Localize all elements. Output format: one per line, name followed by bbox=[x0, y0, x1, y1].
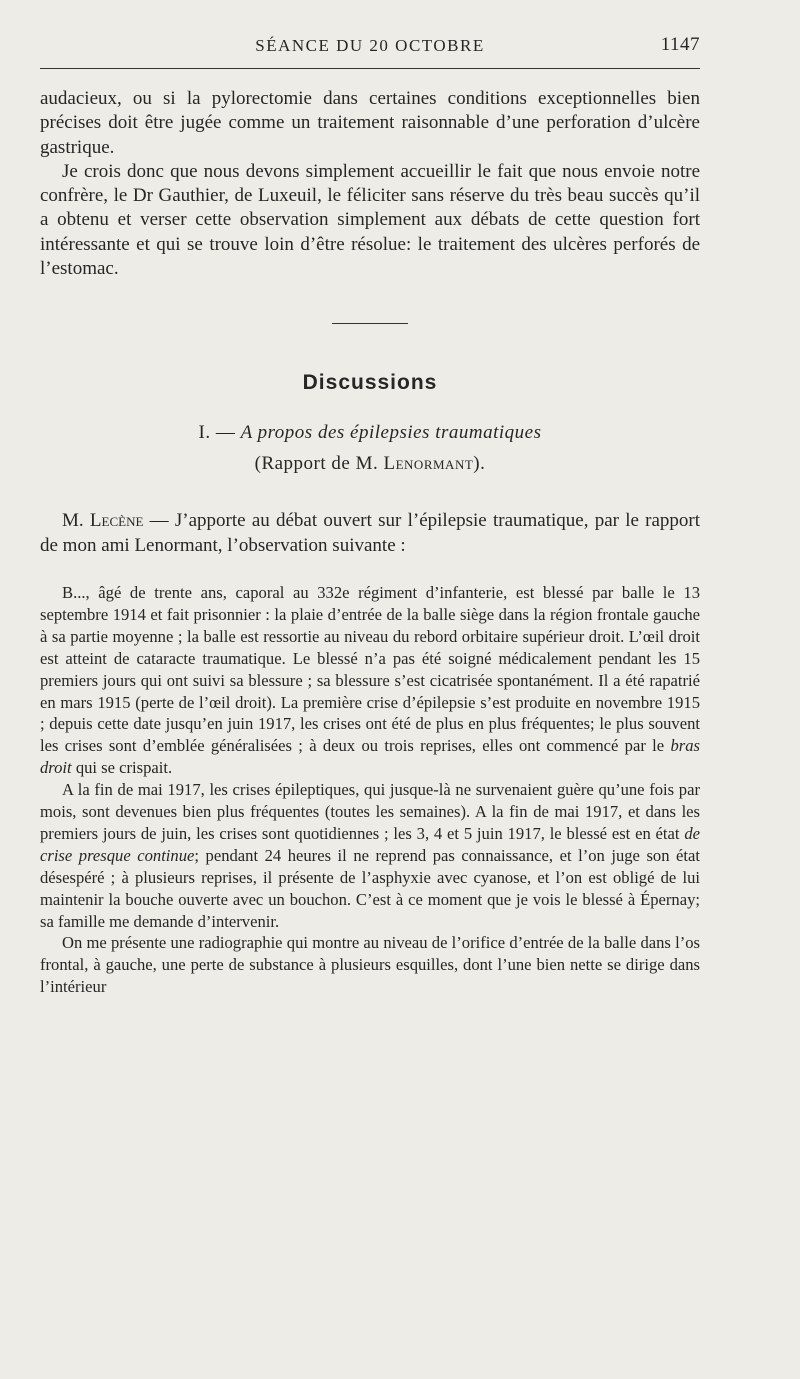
report-attribution bbox=[40, 453, 700, 475]
subsection-heading: A propos des épilepsies traumatiques bbox=[240, 422, 542, 444]
section-separator bbox=[332, 323, 408, 324]
section-title: Discussions bbox=[302, 371, 438, 395]
page-number: 1147 bbox=[660, 34, 700, 55]
speaker-name: Lecène bbox=[89, 510, 144, 532]
page-header bbox=[40, 30, 700, 66]
document-page bbox=[40, 30, 700, 998]
case-paragraph-2-end: ; pendant 24 heures il ne reprend pas connaissance, et l’on juge son état désespéré ; à plusieurs reprises, il présente de l’asphyxie avec cyanose, et l’on est obligé de lui maintenir la bouche ouverte avec un bouchon. C’est à ce moment que je vois le blessé à Épernay; sa famille me demande d’intervenir. bbox=[40, 845, 700, 931]
report-prefix: (Rapport de M. bbox=[254, 453, 379, 475]
intro-paragraph-1: audacieux, ou si la pylorectomie dans certaines conditions exceptionnelles bien précises doit être jugée comme un traitement raisonnable d’une perforation d’ulcère gastrique. bbox=[40, 88, 700, 158]
case-paragraph-2 bbox=[40, 779, 700, 932]
case-paragraph-1-end: qui se crispait. bbox=[75, 758, 173, 778]
case-paragraph-1-text: B..., âgé de trente ans, caporal au 332e régiment d’infanterie, est blessé par balle le 13 septembre 1914 et fait prisonnier : la plaie d’entrée de la balle siège dans la région frontale gauche à sa partie moyenne ; la balle est ressortie au niveau du rebord orbitaire supérieur droit. L’œil droit est atteint de cataracte traumatique. Le blessé n’a pas été soigné médicalement pendant les 15 premiers jours qui ont suivi sa blessure ; sa blessure s’est cicatrisée spontanément. Il a été rapatrié en mars 1915 (perte de l’œil droit). La première crise d’épilepsie s’est produite en novembre 1915 ; depuis cette date jusqu’en juin 1917, les crises ont été de plus en plus fréquentes; le plus souvent les crises sont d’emblée généralisées ; à deux ou trois reprises, elles ont commencé par le bbox=[40, 582, 700, 756]
subsection-title bbox=[40, 422, 700, 444]
header-rule bbox=[40, 68, 700, 69]
case-paragraph-2-text: A la fin de mai 1917, les crises épileptiques, qui jusque-là ne survenaient guère qu’une fois par mois, sont devenues bien plus fréquentes (toutes les semaines). A la fin de mai 1917, et dans les premiers jours de juin, les crises sont quotidiennes ; les 3, 4 et 5 juin 1917, le blessé est en état bbox=[40, 780, 700, 843]
case-paragraph-1-italic: bras droit bbox=[40, 736, 701, 778]
case-report bbox=[40, 582, 700, 998]
subsection-number: I. — bbox=[198, 422, 236, 444]
intro-paragraph-2: Je crois donc que nous devons simplement accueillir le fait que nous envoie notre confrère, le Dr Gauthier, de Luxeuil, le féliciter sans réserve du très beau succès qu’il a obtenu et verser cette observation simplement aux débats de cette question fort intéressante et qui se trouve loin d’être résolue: le traitement des ulcères perforés de l’estomac. bbox=[40, 160, 700, 280]
case-paragraph-3: On me présente une radiographie qui montre au niveau de l’orifice d’entrée de la balle dans l’os frontal, à gauche, une perte de substance à plusieurs esquilles, dont l’une bien nette se dirige dans l’intérieur bbox=[40, 933, 700, 997]
speaker-prefix: M. bbox=[62, 510, 84, 532]
intervention-text: — J’apporte au débat ouvert sur l’épilepsie traumatique, par le rapport de mon ami Lenormant, l’observation suivante : bbox=[40, 510, 701, 556]
case-paragraph-2-italic: de crise presque continue bbox=[40, 823, 700, 865]
report-suffix: ). bbox=[473, 453, 486, 475]
case-paragraph-1 bbox=[40, 582, 700, 779]
report-author: Lenormant bbox=[383, 453, 474, 475]
intervention-paragraph bbox=[40, 509, 700, 558]
running-title: SÉANCE DU 20 OCTOBRE bbox=[255, 36, 485, 55]
